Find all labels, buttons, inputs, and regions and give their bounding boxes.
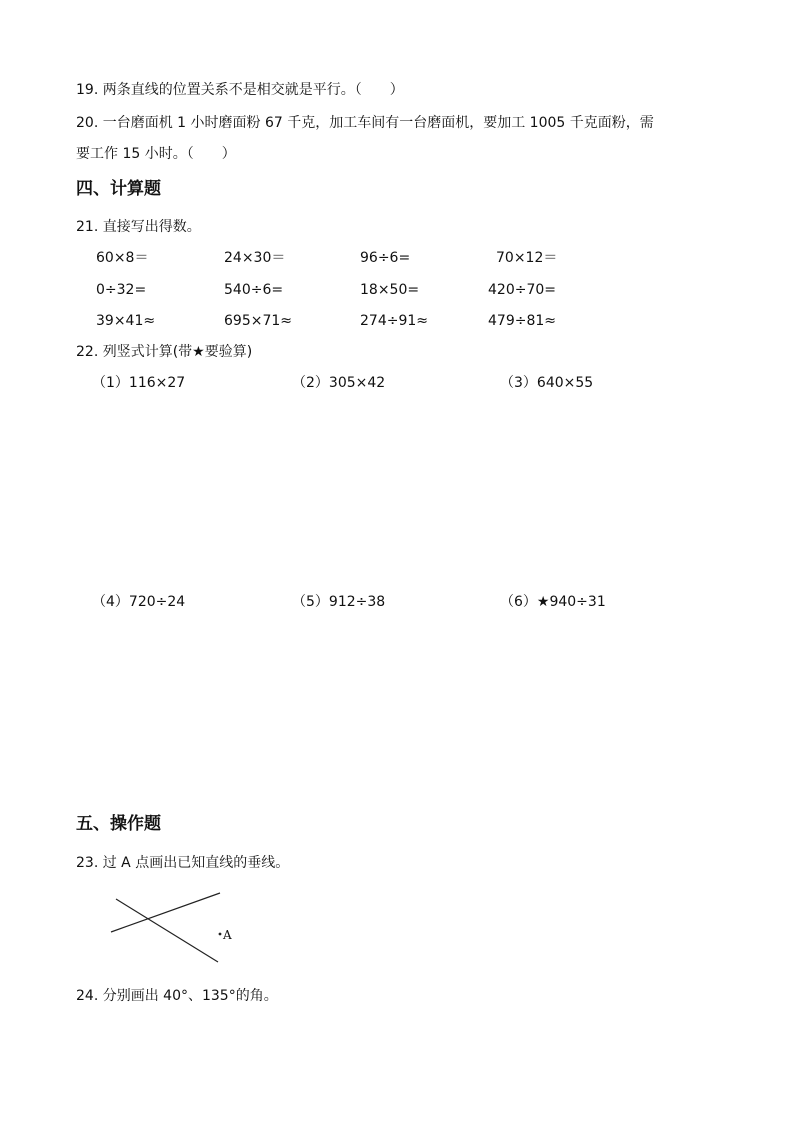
- question-22: 22. 列竖式计算(带★要验算): [76, 344, 253, 360]
- point-a-label: A: [223, 928, 232, 942]
- oral-calc-item: 24×30＝: [224, 250, 286, 266]
- question-19: 19. 两条直线的位置关系不是相交就是平行。（ ）: [76, 82, 404, 98]
- oral-calc-item: 0÷32=: [96, 282, 147, 298]
- question-20-line-1: 20. 一台磨面机 1 小时磨面粉 67 千克，加工车间有一台磨面机，要加工 1005 千克面粉，需: [76, 115, 654, 131]
- point-a-dot: [219, 933, 222, 936]
- question-21: 21. 直接写出得数。: [76, 219, 201, 235]
- vertical-calc-item: （5）912÷38: [292, 594, 386, 610]
- section-heading-calculation: 四、计算题: [76, 179, 161, 199]
- oral-calc-item: 96÷6=: [360, 250, 411, 266]
- question-23: 23. 过 A 点画出已知直线的垂线。: [76, 855, 290, 871]
- vertical-calc-item: （4）720÷24: [92, 594, 186, 610]
- oral-calc-item: 18×50=: [360, 282, 420, 298]
- oral-calc-item: 695×71≈: [224, 313, 292, 329]
- oral-calc-item: 274÷91≈: [360, 313, 428, 329]
- line-1: [111, 893, 220, 932]
- oral-calc-item: 540÷6=: [224, 282, 284, 298]
- vertical-calc-item: （6）★940÷31: [500, 594, 606, 610]
- oral-calc-item: 479÷81≈: [488, 313, 556, 329]
- oral-calc-item: 60×8＝: [96, 250, 149, 266]
- oral-calc-item: 420÷70=: [488, 282, 556, 298]
- oral-calc-item: 39×41≈: [96, 313, 156, 329]
- question-20-line-2: 要工作 15 小时。（ ）: [76, 146, 236, 162]
- vertical-calc-item: （3）640×55: [500, 375, 594, 391]
- section-heading-operation: 五、操作题: [76, 814, 161, 834]
- vertical-calc-item: （1）116×27: [92, 375, 186, 391]
- vertical-calc-item: （2）305×42: [292, 375, 386, 391]
- question-24: 24. 分别画出 40°、135°的角。: [76, 988, 278, 1004]
- line-2: [116, 899, 218, 962]
- oral-calc-item: 70×12＝: [496, 250, 558, 266]
